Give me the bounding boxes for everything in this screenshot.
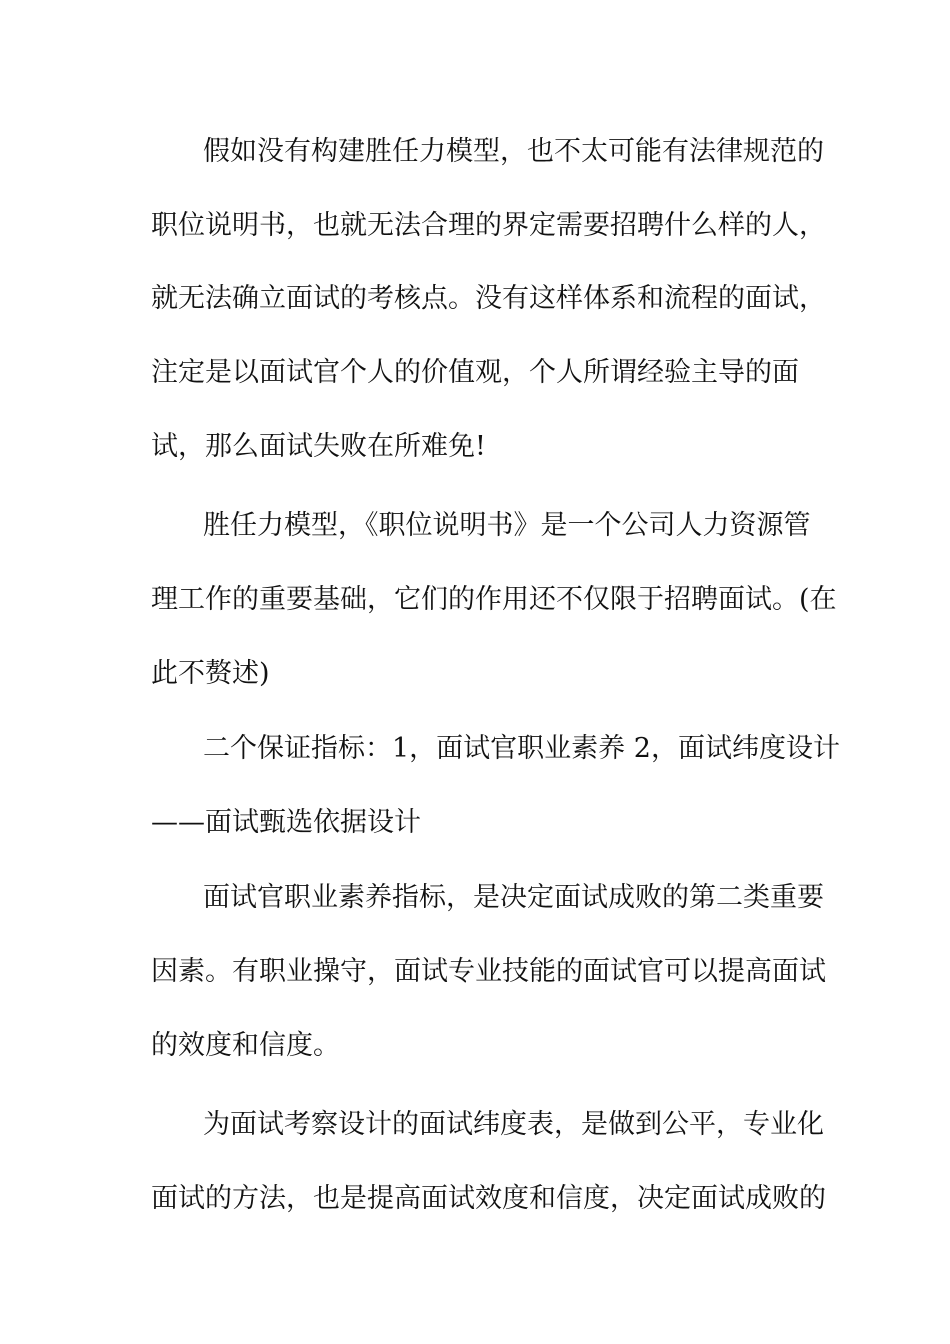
paragraph-3-line-1: 二个保证指标：1，面试官职业素养 2，面试纬度设计 xyxy=(203,733,840,764)
paragraph-4-line-2: 因素。有职业操守，面试专业技能的面试官可以提高面试 xyxy=(151,956,826,987)
paragraph-4-line-3: 的效度和信度。 xyxy=(151,1030,340,1061)
paragraph-5-line-2: 面试的方法，也是提高面试效度和信度，决定面试成败的 xyxy=(151,1183,826,1214)
paragraph-1-line-4: 注定是以面试官个人的价值观，个人所谓经验主导的面 xyxy=(151,357,799,388)
paragraph-2-line-1: 胜任力模型，《职位说明书》是一个公司人力资源管 xyxy=(203,510,811,541)
paragraph-5-line-1: 为面试考察设计的面试纬度表，是做到公平，专业化 xyxy=(203,1109,824,1140)
paragraph-4-line-1: 面试官职业素养指标，是决定面试成败的第二类重要 xyxy=(203,882,824,913)
paragraph-1-line-1: 假如没有构建胜任力模型，也不太可能有法律规范的 xyxy=(203,136,824,167)
paragraph-1-line-3: 就无法确立面试的考核点。没有这样体系和流程的面试， xyxy=(151,283,826,314)
paragraph-1-line-5: 试，那么面试失败在所难免! xyxy=(151,431,486,462)
paragraph-3-line-2: ——面试甄选依据设计 xyxy=(151,807,421,838)
paragraph-1-line-2: 职位说明书，也就无法合理的界定需要招聘什么样的人， xyxy=(151,210,826,241)
paragraph-2-line-2: 理工作的重要基础，它们的作用还不仅限于招聘面试。(在 xyxy=(151,584,837,615)
paragraph-2-line-3: 此不赘述) xyxy=(151,658,270,689)
